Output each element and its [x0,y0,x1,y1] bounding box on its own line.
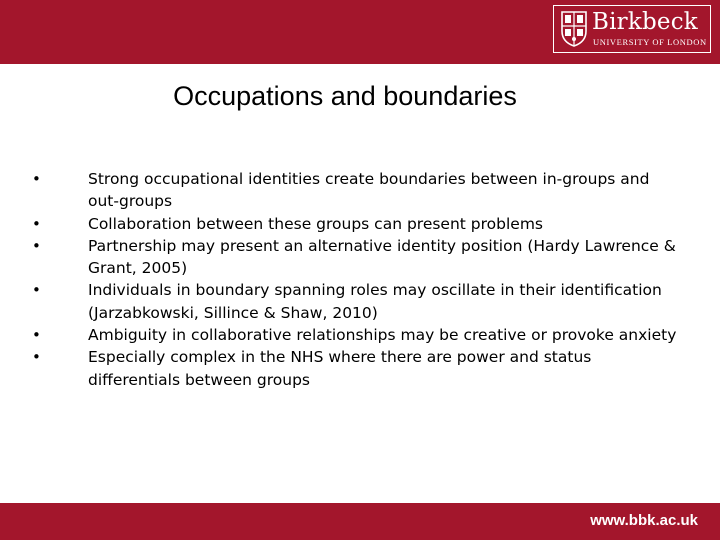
bullet-text: Strong occupational identities create boundaries between in-groups and out-groups [88,170,650,211]
birkbeck-logo [553,5,711,53]
logo-name: Birkbeck [592,9,698,35]
list-item [32,279,682,324]
footer-bar [0,503,720,540]
list-item [32,324,682,346]
bullet-icon: • [32,214,41,233]
bullet-icon: • [32,348,41,367]
list-item [32,346,682,391]
list-item [32,235,682,280]
bullet-icon: • [32,326,41,345]
bullet-list [32,168,682,391]
list-item [32,168,682,213]
bullet-text: Ambiguity in collaborative relationships may be creative or provoke anxiety [88,326,677,345]
bullet-text: Partnership may present an alternative identity position (Hardy Lawrence & Grant, 2005) [88,236,676,278]
bullet-text: Collaboration between these groups can present problems [88,214,544,233]
bullet-icon: • [32,281,41,300]
crest-icon [561,11,587,47]
bullet-text: Individuals in boundary spanning roles may oscillate in their identification (Jarzabkowski, Sillince & Shaw, 2010) [88,281,662,322]
list-item [32,213,682,235]
website-link[interactable]: www.bbk.ac.uk [590,512,698,529]
bullet-icon: • [32,236,41,255]
bullet-icon: • [32,170,41,188]
logo-subtitle: UNIVERSITY OF LONDON [593,37,707,47]
bullet-text: Especially complex in the NHS where there are power and status differentials between groups [88,348,592,389]
slide-title: Occupations and boundaries [173,81,517,111]
header-bar [0,0,720,64]
